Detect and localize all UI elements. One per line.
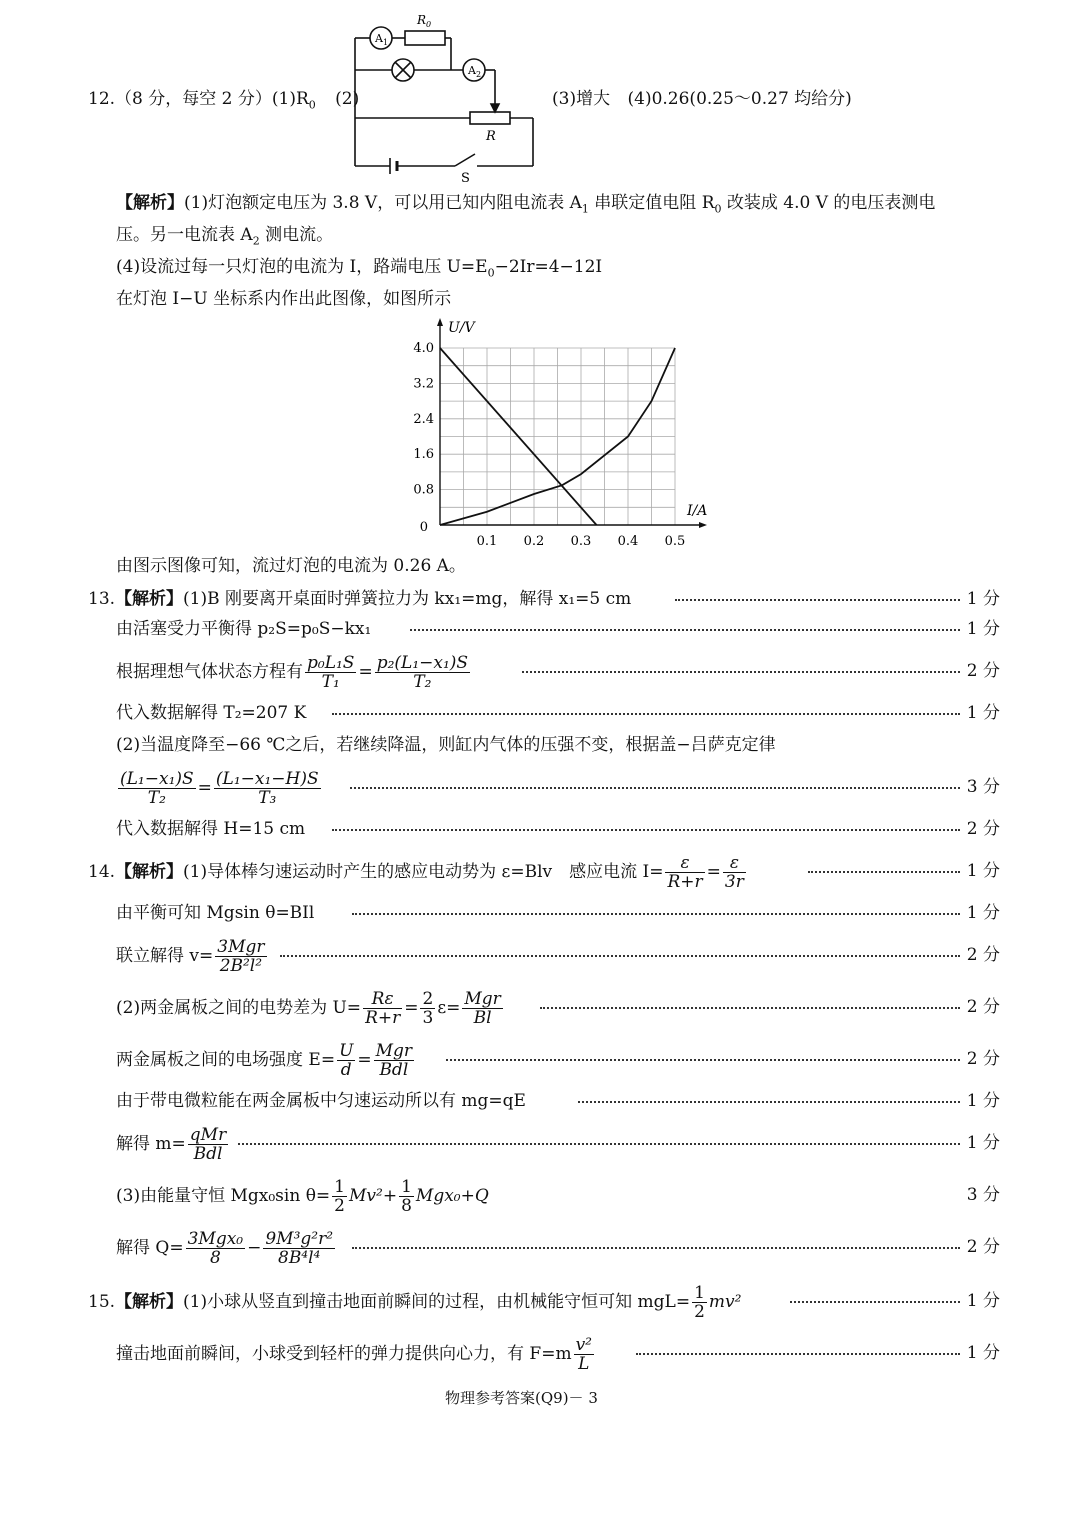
- q15-line2: 撞击地面前瞬间，小球受到轻杆的弹力提供向心力，有 F=m $\frac{\text{v²}}{L}$ 1 分: [116, 1335, 1000, 1374]
- q14-line8: (3)由能量守恒 Mgx₀sin θ= $\frac{1}{2}$ Mv²+ $\frac{1}{8}$ Mgx₀+Q 3 分: [116, 1177, 1000, 1216]
- q12-analysis-line2: 压。另一电流表 $A_2$ 测电流。: [116, 225, 334, 248]
- x-tick-label: 0.1: [476, 534, 498, 549]
- r-label: R: [486, 129, 496, 144]
- q12-analysis-line3: (4)设流过每一只灯泡的电流为 I，路端电压 $U=E_0-2Ir=4-12I$: [116, 257, 603, 280]
- y-tick-label: 0.8: [413, 482, 434, 498]
- a1-label: $A_1$: [375, 32, 389, 47]
- score: 1 分: [966, 1291, 1000, 1311]
- q14-line5: 两金属板之间的电场强度 E= $\frac{U}{d}$ = $\frac{\text{Mgr}}{\text{Bdl}}$ 2 分: [116, 1041, 1000, 1080]
- y-tick-label: 3.2: [413, 376, 434, 392]
- score: 1 分: [966, 861, 1000, 881]
- a2-label: $A_2$: [468, 64, 482, 79]
- q14-line4: (2)两金属板之间的电势差为 U= $\frac{R\varepsilon}{R+r}$ = $\frac{2}{3}$ ε= $\frac{\text{Mgr}}{Bl}$ 2 分: [116, 989, 1000, 1028]
- q14-line2: 由平衡可知 Mgsin θ=BIl 1 分: [0, 896, 1080, 930]
- y-tick-label: 1.6: [413, 447, 434, 463]
- x-tick-label: 0.3: [570, 534, 592, 549]
- q13-line2: 由活塞受力平衡得 p₂S=p₀S−kx₁ 1 分: [0, 612, 1080, 646]
- score: 1 分: [966, 619, 1000, 639]
- q12-part3-4: (3)增大 (4)0.26(0.25～0.27 均给分): [552, 89, 852, 109]
- score: 1 分: [966, 703, 1000, 723]
- q12-analysis-line1: 【解析】(1)灯泡额定电压为 3.8 V，可以用已知内阻电流表 $A_1$ 串联定值电阻 $R_0$ 改装成 4.0 V 的电压表测电: [116, 193, 936, 216]
- q13-line5: (2)当温度降至−66 ℃之后，若继续降温，则缸内气体的压强不变，根据盖−吕萨克定律: [116, 735, 776, 755]
- q12-header: 12.（8 分，每空 2 分）$(1)R_0$ (2): [88, 89, 360, 112]
- score: 1 分: [966, 1091, 1000, 1111]
- score: 3 分: [966, 777, 1000, 797]
- y-axis-label: U/V: [448, 320, 475, 336]
- s-label: S: [461, 171, 470, 183]
- iu-chart: [405, 310, 725, 555]
- y-axis-arrow: [437, 318, 443, 326]
- score: 1 分: [966, 903, 1000, 923]
- score: 2 分: [966, 819, 1000, 839]
- score: 2 分: [966, 1237, 1000, 1257]
- q13-line3: 根据理想气体状态方程有 $\frac{\text{p₀L₁S}}{\text{T₁}}$ = $\frac{\text{p₂(L₁−x₁)S}}{\text{T₂}}$ 2 分: [116, 653, 1000, 692]
- score: 2 分: [966, 945, 1000, 965]
- q12-analysis-line4: 在灯泡 I−U 坐标系内作出此图像，如图所示: [116, 289, 452, 309]
- q13-line6: $\frac{\text{(L₁−x₁)S}}{\text{T₂}}$ = $\frac{\text{(L₁−x₁−H)S}}{\text{T₃}}$ 3 分: [120, 769, 1000, 808]
- score: 2 分: [966, 997, 1000, 1017]
- q13-line4: 代入数据解得 T₂=207 K 1 分: [0, 696, 1080, 730]
- score: 3 分: [966, 1185, 1000, 1205]
- q14-line1: 14.【解析】(1)导体棒匀速运动时产生的感应电动势为 ε=Blv 感应电流 I= $\frac{\varepsilon}{R+r}$ = $\frac{\varepsilon}{3r}$ 1 分: [88, 853, 1000, 892]
- q14-line9: 解得 Q= $\frac{\text{3Mgx₀}}{8}$ − $\frac{\text{9M³g²r²}}{\text{8B⁴l⁴}}$ 2 分: [116, 1229, 1000, 1268]
- q12-conclusion: 由图示图像可知，流过灯泡的电流为 0.26 A。: [116, 556, 466, 576]
- circuit-diagram: [345, 8, 545, 183]
- q14-line6: 由于带电微粒能在两金属板中匀速运动所以有 mg=qE 1 分: [0, 1084, 1080, 1118]
- score: 2 分: [966, 1049, 1000, 1069]
- y-tick-label: 4.0: [413, 341, 434, 356]
- r0-label: $R_0$: [417, 13, 432, 29]
- score: 1 分: [966, 1133, 1000, 1153]
- q14-line3: 联立解得 v= $\frac{\text{3Mgr}}{\text{2B²l²}}$ 2 分: [116, 937, 1000, 976]
- q15-line1: 15.【解析】(1)小球从竖直到撞击地面前瞬间的过程，由机械能守恒可知 mgL= $\frac{1}{2}$ mv² 1 分: [88, 1283, 1000, 1322]
- page-footer: 物理参考答案(Q9)－ 3: [445, 1389, 598, 1407]
- x-tick-label: 0.5: [664, 534, 686, 549]
- x-tick-label: 0.4: [617, 534, 639, 549]
- q13-line7: 代入数据解得 H=15 cm 2 分: [0, 812, 1080, 846]
- score: 1 分: [966, 589, 1000, 609]
- score: 2 分: [966, 661, 1000, 681]
- x-axis-label: I/A: [687, 503, 708, 519]
- x-tick-label: 0.2: [523, 534, 545, 549]
- q14-line7: 解得 m= $\frac{\text{qMr}}{\text{Bdl}}$ 1 分: [116, 1125, 1000, 1164]
- origin-label: 0: [419, 520, 428, 535]
- x-axis-arrow: [699, 522, 707, 528]
- score: 1 分: [966, 1343, 1000, 1363]
- q13-line1: 13.【解析】(1)B 刚要离开桌面时弹簧拉力为 kx₁=mg，解得 x₁=5 cm 1 分: [0, 582, 1080, 616]
- y-tick-label: 2.4: [413, 411, 434, 427]
